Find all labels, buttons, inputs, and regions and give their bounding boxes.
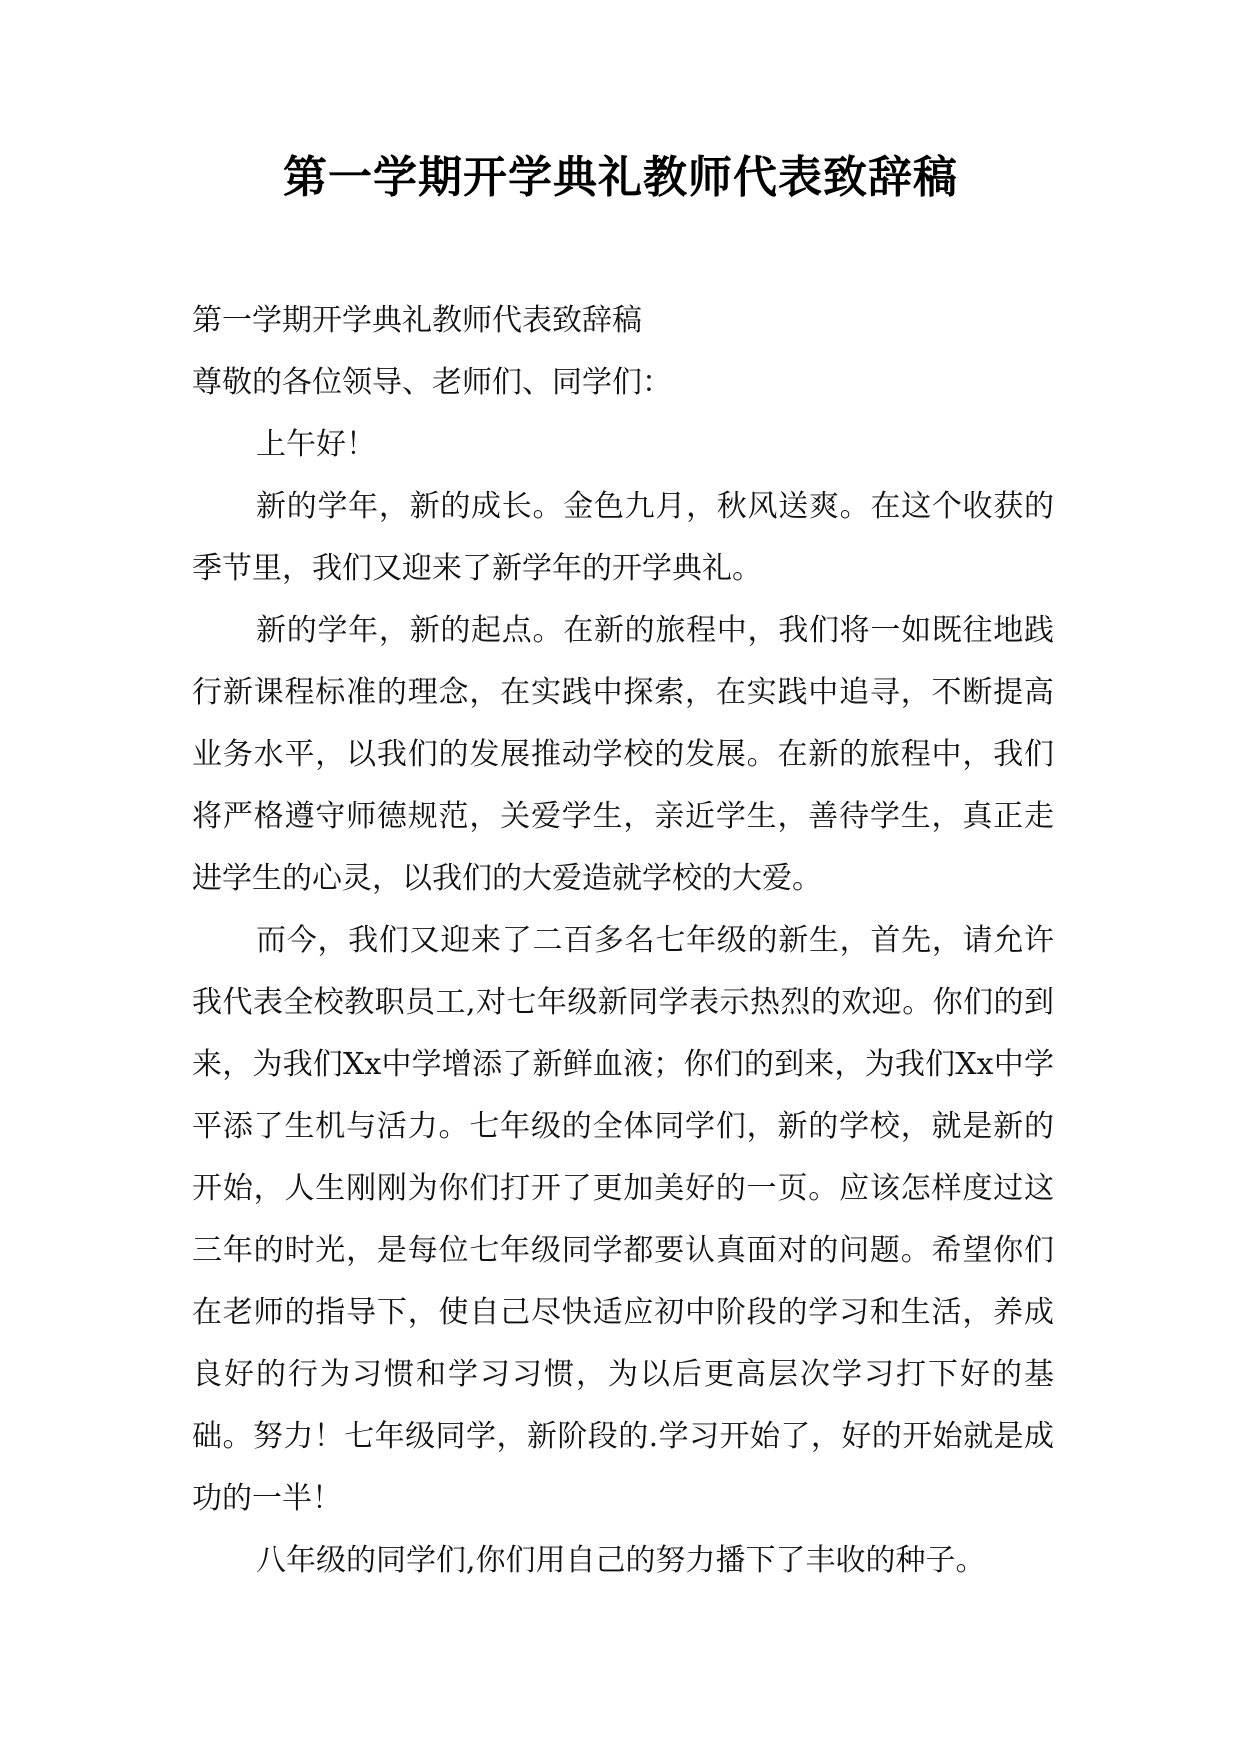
paragraph-heading-line: 第一学期开学典礼教师代表致辞稿 (192, 303, 642, 338)
paragraph-new-growth: 新的学年，新的成长。金色九月，秋风送爽。在这个收获的季节里，我们又迎来了新学年的开学典礼。 (192, 489, 1054, 586)
paragraph-grade-eight: 八年级的同学们,你们用自己的努力播下了丰收的种子。 (256, 1543, 986, 1578)
document-title: 第一学期开学典礼教师代表致辞稿 (283, 152, 958, 203)
paragraph-greeting: 上午好！ (256, 427, 376, 462)
paragraph-new-start: 新的学年，新的起点。在新的旅程中，我们将一如既往地践行新课程标准的理念，在实践中探索，在实践中追寻，不断提高业务水平，以我们的发展推动学校的发展。在新的旅程中，我们将严格遵守师德规范，关爱学生，亲近学生，善待学生，真正走进学生的心灵，以我们的大爱造就学校的大爱。 (192, 613, 1054, 896)
paragraph-grade-seven: 而今，我们又迎来了二百多名七年级的新生，首先，请允许我代表全校教职员工,对七年级新同学表示热烈的欢迎。你们的到来，为我们Xx中学增添了新鲜血液；你们的到来，为我们Xx中学平添了生机与活力。七年级的全体同学们，新的学校，就是新的开始，人生刚刚为你们打开了更加美好的一页。应该怎样度过这三年的时光，是每位七年级同学都要认真面对的问题。希望你们在老师的指导下，使自己尽快适应初中阶段的学习和生活，养成良好的行为习惯和学习习惯，为以后更高层次学习打下好的基础。努力！七年级同学，新阶段的.学习开始了，好的开始就是成功的一半！ (192, 923, 1054, 1516)
document-body (192, 290, 1054, 1592)
paragraph-salutation: 尊敬的各位领导、老师们、同学们： (192, 365, 672, 400)
